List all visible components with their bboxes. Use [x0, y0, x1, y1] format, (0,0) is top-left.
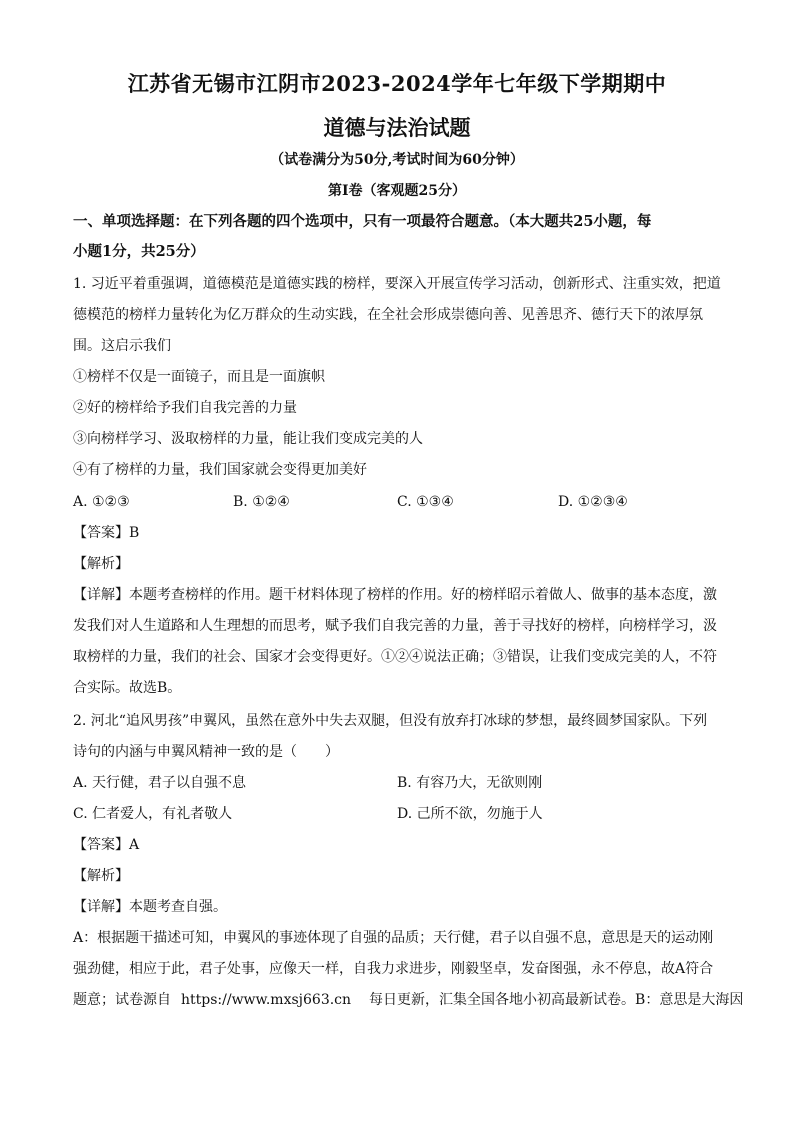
q1-statement: ①榜样不仅是一面镜子，而且是一面旗帜 — [73, 369, 325, 385]
q2-detail-line: A：根据题干描述可知，申翼风的事迹体现了自强的品质；天行健，君子以自强不息，意思是天的运动刚 — [73, 930, 714, 946]
volume-heading: 第Ⅰ卷（客观题25分） — [327, 183, 467, 199]
exam-subject-title: 道德与法治试题 — [323, 115, 471, 140]
q2-detail-line: 【详解】本题考查自强。 — [73, 899, 227, 915]
q1-statement: ②好的榜样给予我们自我完善的力量 — [73, 400, 297, 416]
section-heading: 一、单项选择题：在下列各题的四个选项中，只有一项最符合题意。（本大题共25小题，每 — [73, 213, 652, 230]
exam-instructions: （试卷满分为50分,考试时间为60分钟） — [270, 152, 524, 168]
q1-stem-line: 围。这启示我们 — [73, 338, 171, 354]
q2-stem-line: 2. 河北“追风男孩”申翼风，虽然在意外中失去双腿，但没有放弃打冰球的梦想，最终圆梦国家队。下列 — [73, 713, 708, 729]
q2-detail-suffix: 每日更新，汇集全国各地小初高最新试卷。B：意思是大海因 — [369, 992, 744, 1008]
q2-answer: 【答案】A — [73, 837, 140, 853]
q1-answer: 【答案】B — [73, 525, 140, 541]
q2-option-a: A. 天行健，君子以自强不息 — [73, 775, 247, 791]
q1-stem-line: 1. 习近平着重强调，道德模范是道德实践的榜样，要深入开展宣传学习活动，创新形式、注重实效，把道 — [73, 276, 721, 292]
q1-detail-line: 取榜样的力量，我们的社会、国家才会变得更好。①②④说法正确；③错误，让我们变成完美的人，不符 — [73, 649, 717, 665]
q1-statement: ③向榜样学习、汲取榜样的力量，能让我们变成完美的人 — [73, 431, 423, 447]
q2-analysis-label: 【解析】 — [73, 868, 129, 884]
q1-option-d: D. ①②③④ — [558, 494, 628, 510]
q1-detail-line: 发我们对人生道路和人生理想的而思考，赋予我们自我完善的力量，善于寻找好的榜样，向榜样学习，汲 — [73, 618, 717, 634]
q1-detail-line: 合实际。故选B。 — [73, 680, 182, 696]
q2-detail-prefix: 题意；试卷源自 — [73, 992, 171, 1008]
q1-option-b: B. ①②④ — [233, 494, 290, 510]
q1-option-a: A. ①②③ — [73, 494, 130, 510]
q1-detail-line: 【详解】本题考查榜样的作用。题干材料体现了榜样的作用。好的榜样昭示着做人、做事的基本态度，激 — [73, 587, 717, 603]
section-heading-cont: 小题1分，共25分） — [73, 243, 205, 260]
q2-stem-line: 诗句的内涵与申翼风精神一致的是（ ） — [73, 744, 339, 760]
source-link[interactable]: https://www.mxsj663.cn — [181, 992, 352, 1008]
q1-analysis-label: 【解析】 — [73, 556, 129, 572]
q2-option-b: B. 有容乃大，无欲则刚 — [397, 775, 543, 791]
exam-title: 江苏省无锡市江阴市2023-2024学年七年级下学期期中 — [127, 71, 667, 96]
q2-option-d: D. 己所不欲，勿施于人 — [397, 806, 543, 822]
q2-detail-line: 强劲健，相应于此，君子处事，应像天一样，自我力求进步，刚毅坚卓，发奋图强，永不停息，故A符合 — [73, 961, 714, 977]
q1-option-c: C. ①③④ — [397, 494, 454, 510]
q1-statement: ④有了榜样的力量，我们国家就会变得更加美好 — [73, 462, 367, 478]
q2-option-c: C. 仁者爱人，有礼者敬人 — [73, 806, 233, 822]
q2-detail-last-line — [73, 990, 744, 1010]
q1-stem-line: 德模范的榜样力量转化为亿万群众的生动实践，在全社会形成崇德向善、见善思齐、德行天下的浓厚氛 — [73, 307, 703, 323]
